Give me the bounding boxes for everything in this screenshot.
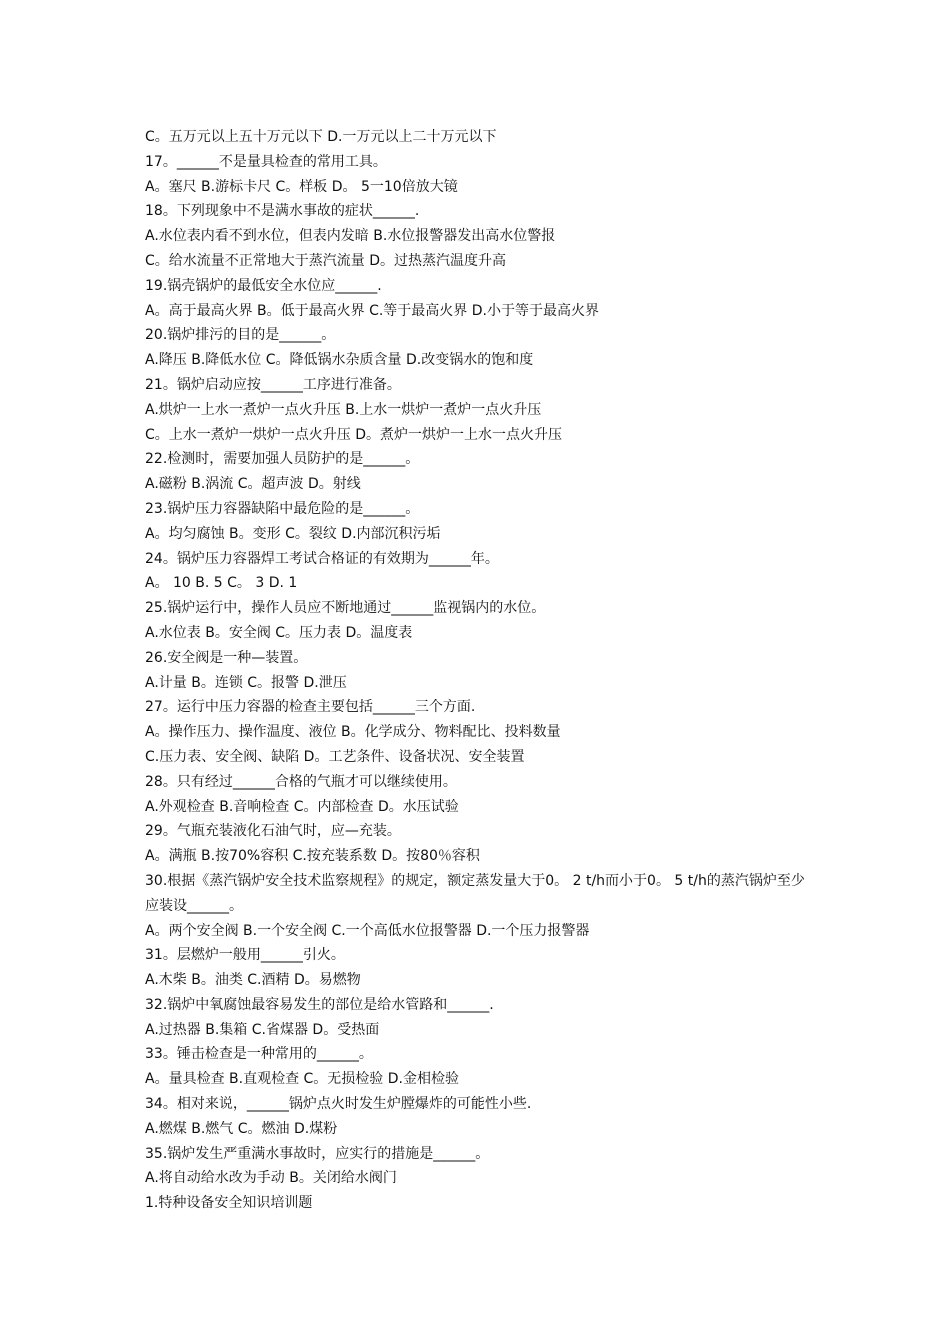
question-24: 24。锅炉压力容器焊工考试合格证的有效期为______年。 [145, 550, 499, 567]
options-24: A。 10 B. 5 C。 3 D. 1 [145, 575, 298, 592]
document-page [145, 125, 810, 1216]
options-21: C。上水一煮炉一烘炉一点火升压 D。煮炉一烘炉一上水一点火升压 [145, 426, 563, 443]
question-19: 19.锅壳锅炉的最低安全水位应______. [145, 277, 382, 294]
question-20: 20.锅炉排污的目的是______。 [145, 327, 336, 344]
question-28: 28。只有经过______合格的气瓶才可以继续使用。 [145, 773, 457, 790]
options-25: A.水位表 B。安全阀 C。压力表 D。温度表 [145, 624, 413, 641]
question-27: 27。运行中压力容器的检查主要包括______三个方面. [145, 699, 476, 716]
question-25: 25.锅炉运行中，操作人员应不断地通过______监视锅内的水位。 [145, 600, 546, 617]
options-35: A.将自动给水改为手动 B。关闭给水阀门 [145, 1170, 397, 1187]
question-23: 23.锅炉压力容器缺陷中最危险的是______。 [145, 500, 420, 517]
options-18: A.水位表内看不到水位，但表内发暗 B.水位报警器发出高水位警报 [145, 228, 556, 245]
options-34: A.燃煤 B.燃气 C。燃油 D.煤粉 [145, 1120, 338, 1137]
section-title: 1.特种设备安全知识培训题 [145, 1195, 313, 1212]
options-32: A.过热器 B.集箱 C.省煤器 D。受热面 [145, 1021, 380, 1038]
options-19: A。高于最高火界 B。低于最高火界 C.等于最高火界 D.小于等于最高火界 [145, 302, 599, 319]
question-31: 31。层燃炉一般用______引火。 [145, 947, 345, 964]
options-23: A。均匀腐蚀 B。变形 C。裂纹 D.内部沉积污垢 [145, 525, 441, 542]
question-34: 34。相对来说，______锅炉点火时发生炉膛爆炸的可能性小些. [145, 1096, 532, 1113]
text-line: C。五万元以上五十万元以下 D.一万元以上二十万元以下 [145, 129, 497, 145]
options-21: A.烘炉一上水一煮炉一点火升压 B.上水一烘炉一煮炉一点火升压 [145, 401, 542, 418]
options-22: A.磁粉 B.涡流 C。超声波 D。射线 [145, 476, 361, 493]
options-27: C.压力表、安全阀、缺陷 D。工艺条件、设备状况、安全装置 [145, 748, 525, 765]
question-32: 32.锅炉中氧腐蚀最容易发生的部位是给水管路和______. [145, 996, 494, 1013]
options-26: A.计量 B。连锁 C。报警 D.泄压 [145, 674, 347, 691]
options-30: A。两个安全阀 B.一个安全阀 C.一个高低水位报警器 D.一个压力报警器 [145, 922, 590, 939]
question-18: 18。下列现象中不是满水事故的症状______. [145, 203, 420, 220]
options-28: A.外观检查 B.音响检查 C。内部检查 D。水压试验 [145, 798, 459, 815]
question-26: 26.安全阀是一种—装置。 [145, 649, 308, 666]
options-29: A。满瓶 B.按70%容积 C.按充装系数 D。按80％容积 [145, 848, 480, 865]
question-29: 29。气瓶充装液化石油气时，应—充装。 [145, 823, 401, 840]
options-27: A。操作压力、操作温度、液位 B。化学成分、物料配比、投料数量 [145, 724, 561, 741]
options-20: A.降压 B.降低水位 C。降低锅水杂质含量 D.改变锅水的饱和度 [145, 352, 534, 369]
question-21: 21。锅炉启动应按______工序进行准备。 [145, 376, 401, 393]
options-31: A.木柴 B。油类 C.酒精 D。易燃物 [145, 972, 361, 989]
question-17: 17。______不是量具检查的常用工具。 [145, 153, 387, 170]
options-33: A。量具检查 B.直观检查 C。无损检验 D.金相检验 [145, 1071, 459, 1088]
options-17: A。塞尺 B.游标卡尺 C。样板 D。 5一10倍放大镜 [145, 178, 458, 195]
question-35: 35.锅炉发生严重满水事故时，应实行的措施是______。 [145, 1145, 490, 1162]
options-18: C。给水流量不正常地大于蒸汽流量 D。过热蒸汽温度升高 [145, 252, 507, 269]
question-30: 30.根据《蒸汽锅炉安全技术监察规程》的规定，额定蒸发量大于0。 2 t/h而小于0。 5 t/h的蒸汽锅炉至少应装设______。 [145, 872, 805, 914]
question-22: 22.检测时，需要加强人员防护的是______。 [145, 451, 420, 468]
question-33: 33。锤击检查是一种常用的______。 [145, 1046, 373, 1063]
